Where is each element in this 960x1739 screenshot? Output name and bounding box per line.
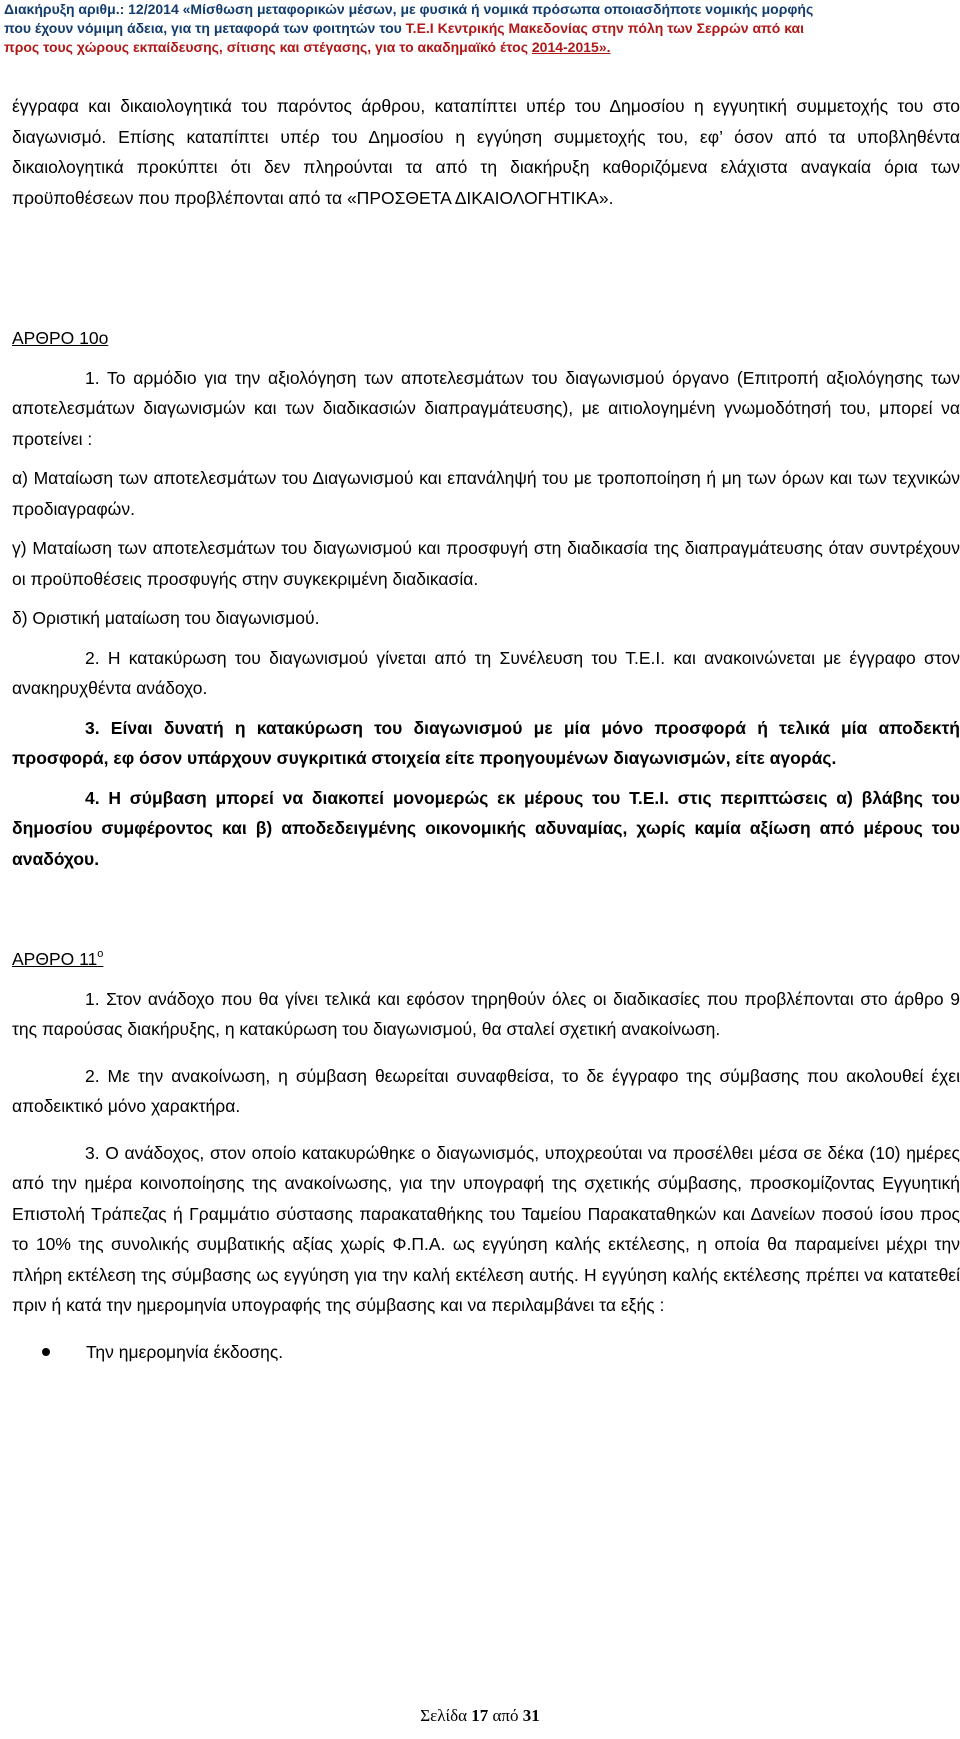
bullet-dot-icon <box>42 1348 50 1356</box>
header-line-1 <box>4 0 960 19</box>
header-line-1-text: Διακήρυξη αριθμ.: 12/2014 «Μίσθωση μεταφορικών μέσων, με φυσικά ή νομικά πρόσωπα οποιασδήποτε νομικής μορφής <box>4 1 814 17</box>
header-line-2 <box>4 19 960 38</box>
article-10-option-d: δ) Οριστική ματαίωση του διαγωνισμού. <box>12 608 320 628</box>
article-10-title: ΑΡΘΡΟ 10ο <box>12 328 109 348</box>
article-10-paragraph-4: 4. Η σύμβαση μπορεί να διακοπεί μονομερώς εκ μέρους του Τ.Ε.Ι. στις περιπτώσεις α) βλάβης του δημοσίου συμφέροντος και β) αποδεδειγμένης οικονομικής αδυναμίας, χωρίς καμία αξίωση από μέρους του αναδόχου. <box>12 787 960 869</box>
article-11-paragraph-2: 2. Με την ανακοίνωση, η σύμβαση θεωρείται συναφθείσα, το δε έγγραφο της σύμβασης που ακολουθεί έχει αποδεικτικό μόνο χαρακτήρα. <box>12 1065 960 1116</box>
intro-paragraph: έγγραφα και δικαιολογητικά του παρόντος άρθρου, καταπίπτει υπέρ του Δημοσίου η εγγυητική συμμετοχής του στο διαγωνισμό. Επίσης καταπίπτει υπέρ του Δημοσίου η εγγύηση συμμετοχής του, εφ’ όσον από τα υποβληθέντα δικαιολογητικά προκύπτει ότι δεν πληρούνται τα από τη διακήρυξη καθοριζόμενα ελάχιστα αναγκαία όρια των προϋποθέσεων που προβλέπονται από τα «ΠΡΟΣΘΕΤΑ ΔΙΚΑΙΟΛΟΓΗΤΙΚΑ». <box>12 96 960 208</box>
footer-page-label: Σελίδα <box>420 1706 468 1725</box>
article-10-option-c: γ) Ματαίωση των αποτελεσμάτων του διαγωνισμού και προσφυγή στη διαδικασία της διαπραγμάτευσης όταν συντρέχουν οι προϋποθέσεις προσφυγής στην συγκεκριμένη διαδικασία. <box>12 538 960 589</box>
article-10-paragraph-1: 1. Το αρμόδιο για την αξιολόγηση των αποτελεσμάτων του διαγωνισμού όργανο (Επιτροπή αξιολόγησης των αποτελεσμάτων διαγωνισμών και των διαδικασιών διαπραγμάτευσης), με αιτιολογημένη γνωμοδότησή του, μπορεί να προτείνει : <box>12 367 960 449</box>
article-11-title <box>12 944 960 975</box>
article-11-title-superscript: ο <box>97 948 104 960</box>
header-line-2-text: που έχουν νόμιμη άδεια, για τη μεταφορά των φοιτητών του <box>4 20 406 36</box>
page-header <box>0 0 960 57</box>
article-11-paragraph-1: 1. Στον ανάδοχο που θα γίνει τελικά και εφόσον τηρηθούν όλες οι διαδικασίες που προβλέπονται στο άρθρο 9 της παρούσας διακήρυξης, η κατακύρωση του διαγωνισμού, θα σταλεί σχετική ανακοίνωση. <box>12 988 960 1039</box>
article-11-title-text: ΑΡΘΡΟ 11 <box>12 949 98 969</box>
bullet-list-item <box>12 1337 960 1368</box>
document-body <box>12 91 960 1367</box>
header-line-2-highlight: Τ.Ε.Ι Κεντρικής Μακεδονίας στην πόλη των Σερρών από και <box>405 20 805 36</box>
footer-page-number: 17 <box>471 1706 489 1725</box>
article-10-paragraph-3: 3. Είναι δυνατή η κατακύρωση του διαγωνισμού με μία μόνο προσφορά ή τελικά μία αποδεκτή προσφορά, εφ όσον υπάρχουν συγκριτικά στοιχεία είτε προηγουμένων διαγωνισμών, είτε αγοράς. <box>12 717 960 768</box>
article-10-paragraph-2: 2. Η κατακύρωση του διαγωνισμού γίνεται από τη Συνέλευση του Τ.Ε.Ι. και ανακοινώνεται με έγγραφο στον ανακηρυχθέντα ανάδοχο. <box>12 647 960 698</box>
article-10-option-a: α) Ματαίωση των αποτελεσμάτων του Διαγωνισμού και επανάληψή του με τροποποίηση ή μη των όρων και των τεχνικών προδιαγραφών. <box>12 468 960 519</box>
header-line-3 <box>4 38 960 57</box>
page-footer <box>0 1706 960 1726</box>
article-11-paragraph-3: 3. Ο ανάδοχος, στον οποίο κατακυρώθηκε ο διαγωνισμός, υποχρεούται να προσέλθει μέσα σε δέκα (10) ημέρες από την ημέρα κοινοποίησης της ανακοίνωσης, για την υπογραφή της σχετικής σύμβασης, προσκομίζοντας Εγγυητική Επιστολή Τράπεζας ή Γραμμάτιο σύστασης παρακαταθήκης του Ταμείου Παρακαταθηκών και Δανείων ποσού ίσου προς το 10% της συνολικής συμβατικής αξίας χωρίς Φ.Π.Α. ως εγγύηση καλής εκτέλεσης, η οποία θα παραμείνει μέχρι την πλήρη εκτέλεση της σύμβασης ως εγγύηση για την καλή εκτέλεση αυτής. Η εγγύηση καλής εκτέλεσης πρέπει να κατατεθεί πριν ή κατά την ημερομηνία υπογραφής της σύμβασης και να περιλαμβάνει τα εξής : <box>12 1142 960 1315</box>
header-line-3-text: προς τους χώρους εκπαίδευσης, σίτισης και στέγασης, για το ακαδημαϊκό έτος <box>4 39 532 55</box>
bullet-list-item-text: Την ημερομηνία έκδοσης. <box>86 1341 284 1362</box>
footer-total-pages: 31 <box>522 1706 540 1725</box>
header-academic-year: 2014-2015». <box>531 39 611 55</box>
footer-of-label: από <box>492 1706 519 1725</box>
